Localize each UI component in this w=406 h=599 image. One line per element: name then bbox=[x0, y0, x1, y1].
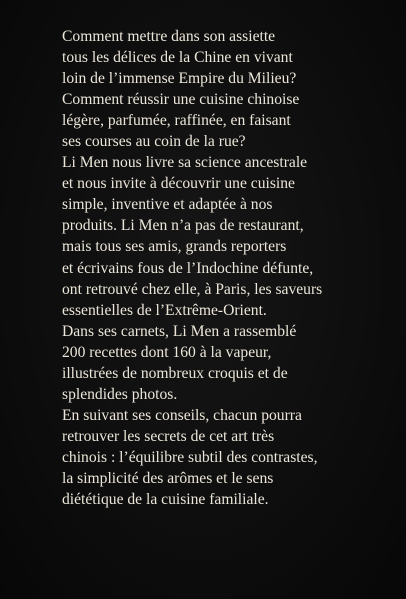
blurb-line: Comment mettre dans son assiette bbox=[62, 28, 276, 45]
blurb-line: ont retrouvé chez elle, à Paris, les saveurs bbox=[62, 280, 323, 298]
blurb-line: simple, inventive et adaptée à nos bbox=[62, 196, 273, 214]
blurb-line: ses courses au coin de la rue? bbox=[62, 133, 246, 151]
blurb-line: essentielles de l’Extrême-Orient. bbox=[62, 301, 267, 319]
blurb-line: la simplicité des arômes et le sens bbox=[62, 469, 274, 487]
blurb-line: chinois : l’équilibre subtil des contrastes, bbox=[62, 448, 318, 466]
blurb-line: En suivant ses conseils, chacun pourra bbox=[62, 406, 302, 424]
blurb-line: et nous invite à découvrir une cuisine bbox=[62, 175, 295, 193]
blurb-line: retrouver les secrets de cet art très bbox=[62, 427, 275, 445]
blurb-line: illustrées de nombreux croquis et de bbox=[62, 364, 288, 382]
blurb-line: diététique de la cuisine familiale. bbox=[62, 491, 269, 509]
blurb-line: produits. Li Men n’a pas de restaurant, bbox=[62, 217, 304, 235]
blurb-line: 200 recettes dont 160 à la vapeur, bbox=[62, 343, 272, 361]
blurb-line: et écrivains fous de l’Indochine défunte, bbox=[62, 259, 314, 277]
blurb-line: Comment réussir une cuisine chinoise bbox=[62, 91, 300, 109]
blurb-line: Li Men nous livre sa science ancestrale bbox=[62, 154, 308, 172]
blurb-line: tous les délices de la Chine en vivant bbox=[62, 49, 293, 67]
blurb-line: splendides photos. bbox=[62, 385, 178, 403]
blurb-line: mais tous ses amis, grands reporters bbox=[62, 238, 287, 256]
blurb-line: Dans ses carnets, Li Men a rassemblé bbox=[62, 322, 297, 340]
blurb-text bbox=[62, 26, 402, 510]
blurb-line: loin de l’immense Empire du Milieu? bbox=[62, 70, 297, 88]
blurb-line: légère, parfumée, raffinée, en faisant bbox=[62, 112, 291, 130]
